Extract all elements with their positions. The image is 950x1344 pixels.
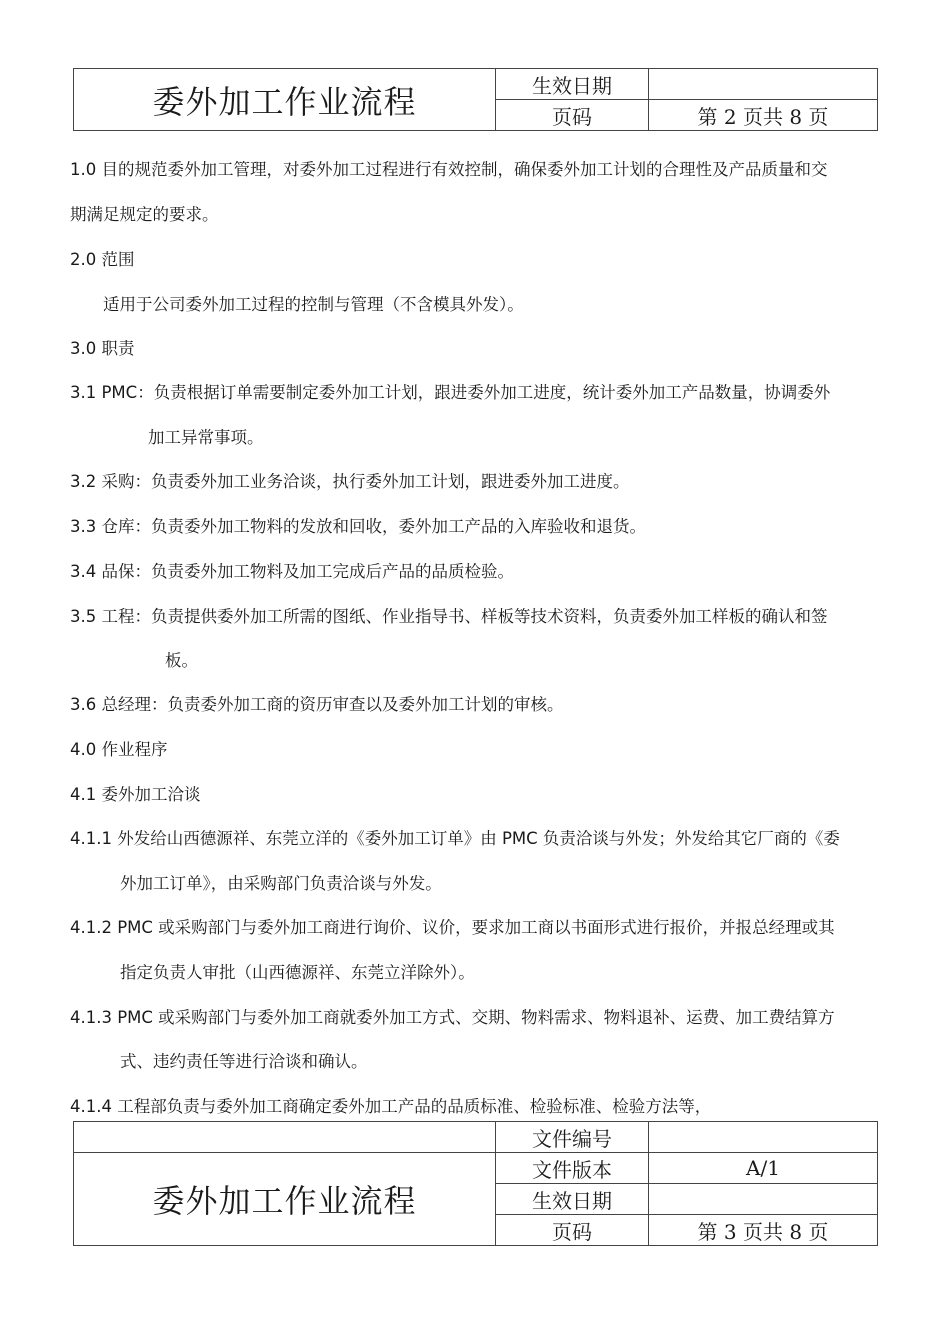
body-line: 3.2 采购：负责委外加工业务洽谈，执行委外加工计划，跟进委外加工进度。 bbox=[70, 472, 630, 491]
body-line: 式、违约责任等进行洽谈和确认。 bbox=[120, 1052, 368, 1071]
header-table-top bbox=[73, 68, 878, 131]
body-line: 指定负责人审批（山西德源祥、东莞立洋除外）。 bbox=[120, 963, 475, 982]
document-number-label: 文件编号 bbox=[496, 1122, 649, 1153]
subsection-heading: 4.1 委外加工洽谈 bbox=[70, 785, 201, 804]
document-title: 委外加工作业流程 bbox=[74, 69, 496, 131]
page-number-label: 页码 bbox=[496, 1215, 649, 1246]
body-line: 外加工订单》，由采购部门负责洽谈与外发。 bbox=[120, 874, 442, 893]
body-line: 加工异常事项。 bbox=[148, 428, 264, 447]
document-version-label: 文件版本 bbox=[496, 1153, 649, 1184]
section-heading: 4.0 作业程序 bbox=[70, 740, 168, 759]
document-number-value bbox=[649, 1122, 878, 1153]
section-heading: 2.0 范围 bbox=[70, 250, 135, 269]
title-blank-cell bbox=[74, 1122, 496, 1153]
body-line: 板。 bbox=[165, 651, 198, 670]
body-line: 期满足规定的要求。 bbox=[70, 205, 219, 224]
page-number-value: 第 3 页共 8 页 bbox=[649, 1215, 878, 1246]
body-line: 3.1 PMC：负责根据订单需要制定委外加工计划，跟进委外加工进度，统计委外加工产品数量，协调委外 bbox=[70, 383, 831, 402]
body-line: 3.3 仓库：负责委外加工物料的发放和回收，委外加工产品的入库验收和退货。 bbox=[70, 517, 646, 536]
effective-date-label: 生效日期 bbox=[496, 1184, 649, 1215]
effective-date-label: 生效日期 bbox=[496, 69, 649, 100]
body-line: 4.1.3 PMC 或采购部门与委外加工商就委外加工方式、交期、物料需求、物料退补、运费、加工费结算方 bbox=[70, 1008, 835, 1027]
header-table-bottom bbox=[73, 1121, 878, 1246]
section-heading: 3.0 职责 bbox=[70, 339, 135, 358]
body-line: 3.4 品保：负责委外加工物料及加工完成后产品的品质检验。 bbox=[70, 562, 514, 581]
effective-date-value bbox=[649, 1184, 878, 1215]
body-line: 4.1.2 PMC 或采购部门与委外加工商进行询价、议价，要求加工商以书面形式进行报价，并报总经理或其 bbox=[70, 918, 835, 937]
body-line: 适用于公司委外加工过程的控制与管理（不含模具外发）。 bbox=[103, 295, 524, 314]
body-line: 3.6 总经理：负责委外加工商的资历审查以及委外加工计划的审核。 bbox=[70, 695, 564, 714]
body-line: 4.1.1 外发给山西德源祥、东莞立洋的《委外加工订单》由 PMC 负责洽谈与外发；外发给其它厂商的《委 bbox=[70, 829, 840, 848]
document-version-value: A/1 bbox=[649, 1153, 878, 1184]
body-line: 1.0 目的规范委外加工管理，对委外加工过程进行有效控制，确保委外加工计划的合理性及产品质量和交 bbox=[70, 160, 828, 179]
page-number-label: 页码 bbox=[496, 100, 649, 131]
body-line: 4.1.4 工程部负责与委外加工商确定委外加工产品的品质标准、检验标准、检验方法等， bbox=[70, 1097, 712, 1116]
body-line: 3.5 工程：负责提供委外加工所需的图纸、作业指导书、样板等技术资料，负责委外加工样板的确认和签 bbox=[70, 607, 828, 626]
document-title: 委外加工作业流程 bbox=[74, 1153, 496, 1246]
page-number-value: 第 2 页共 8 页 bbox=[649, 100, 878, 131]
effective-date-value bbox=[649, 69, 878, 100]
